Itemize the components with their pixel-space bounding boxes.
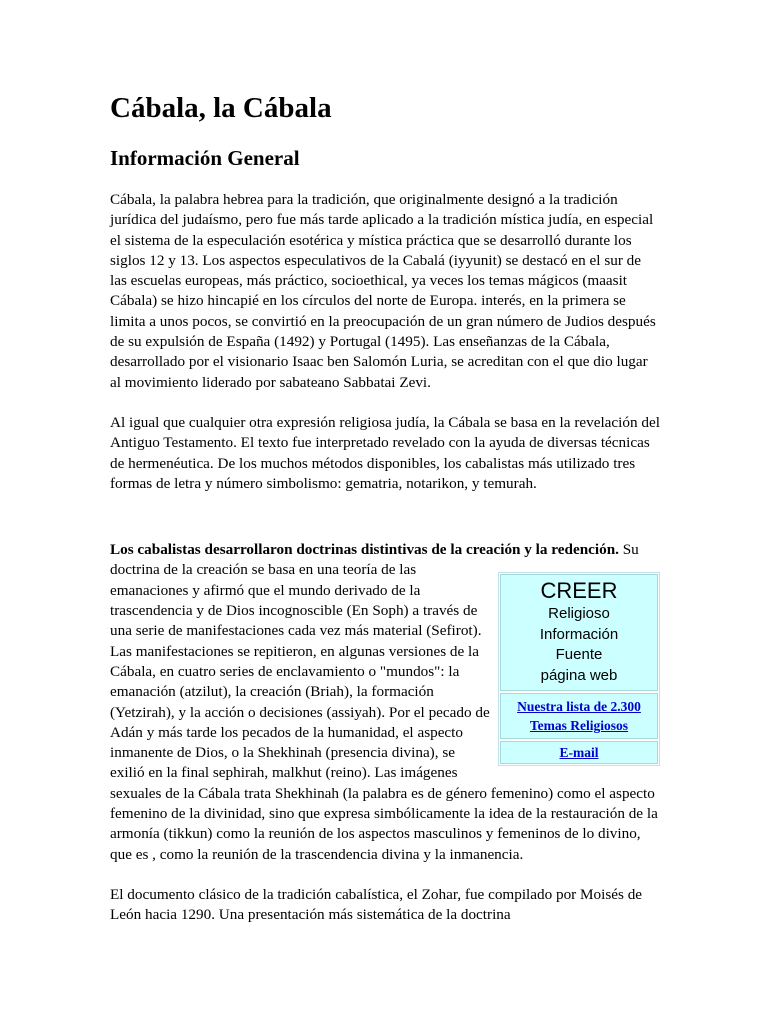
paragraph-3-lead: Los cabalistas desarrollaron doctrinas distintivas de la creación y la redención. <box>110 541 619 559</box>
paragraph-3-text: Su doctrina de la creación se basa en una teoría de las emanaciones y afirmó que el mundo derivado de la trascendencia y de Dios incognoscible (En Soph) a través de una serie de manifestaciones cada vez más material (Sefirot). Las manifestaciones se repitieron, en algunas versiones de la Cábala, en cuatro series de enclavamiento o "mundos": la emanación (atzilut), la creación (Briah), la formación (Yetzirah), y la acción o decisiones (assiyah). Por el pecado de Adán y más tarde los pecados de la humanidad, el aspecto inmanente de Dios, o la Shekhinah (presencia divina), se exilió en la final sephirah, malkhut (reino). Las imágenes sexuales de la Cábala trata Shekhinah (la palabra es de género femenino) como el aspecto femenino de la divinidad, sino que expresa simbólicamente la idea de la restauración de la armonía (tikkun) como la reunión de los aspectos masculinos y femeninos de lo divino, que es , como la reunión de la trascendencia divina y la inmanencia. <box>110 541 658 863</box>
sidebox-line: Información <box>539 625 619 643</box>
section-heading: Información General <box>110 146 300 170</box>
sidebox-line: página web <box>540 666 618 684</box>
sidebox-email <box>500 741 658 764</box>
paragraph-2: Al igual que cualquier otra expresión religiosa judía, la Cábala se basa en la revelación del Antiguo Testamento. El texto fue interpretado revelado con la ayuda de diversas técnicas de hermenéutica. De los muchos métodos disponibles, los cabalistas más utilizado tres formas de letra y número simbolismo: gematria, notarikon, y temurah. <box>110 413 660 492</box>
topics-link-line-1: Nuestra lista de 2.300 <box>517 699 641 715</box>
paragraph-1: Cábala, la palabra hebrea para la tradición, que originalmente designó a la tradición jurídica del judaísmo, pero fue más tarde aplicado a la tradición mística judía, en especial el sistema de la especulación esotérica y mística práctica que se desarrolló durante los siglos 12 y 13. Los aspectos especulativos de la Cabalá (iyyunit) se destacó en el sur de las escuelas europeas, más práctico, socioethical, ya veces los temas mágicos (maasit Cábala) se hizo hincapié en los círculos del norte de Europa. interés, en la primera se limita a unos pocos, se convirtió en la preocupación de un gran número de Judios después de su expulsión de España (1492) y Portugal (1495). Las enseñanzas de la Cábala, desarrollado por el visionario Isaac ben Salomón Luria, se acreditan con el que dio lugar al movimiento liderado por sabateano Sabbatai Zevi. <box>110 191 656 391</box>
sidebox-topics <box>500 693 658 739</box>
believe-sidebox <box>498 572 660 766</box>
paragraph-3 <box>110 540 660 865</box>
sidebox-line: Fuente <box>555 646 603 664</box>
sidebox-line: Religioso <box>548 605 610 623</box>
paragraph-4: El documento clásico de la tradición cabalística, el Zohar, fue compilado por Moisés de León hacia 1290. Una presentación más sistemática de la doctrina <box>110 885 643 924</box>
topics-list-link[interactable] <box>501 697 657 735</box>
sidebox-header <box>500 574 658 691</box>
article-body <box>110 190 660 946</box>
sidebox-title: CREER <box>540 578 618 604</box>
page-title: Cábala, la Cábala <box>110 92 332 124</box>
topics-link-line-2: Temas Religiosos <box>529 718 629 734</box>
email-link[interactable]: E-mail <box>559 745 599 761</box>
